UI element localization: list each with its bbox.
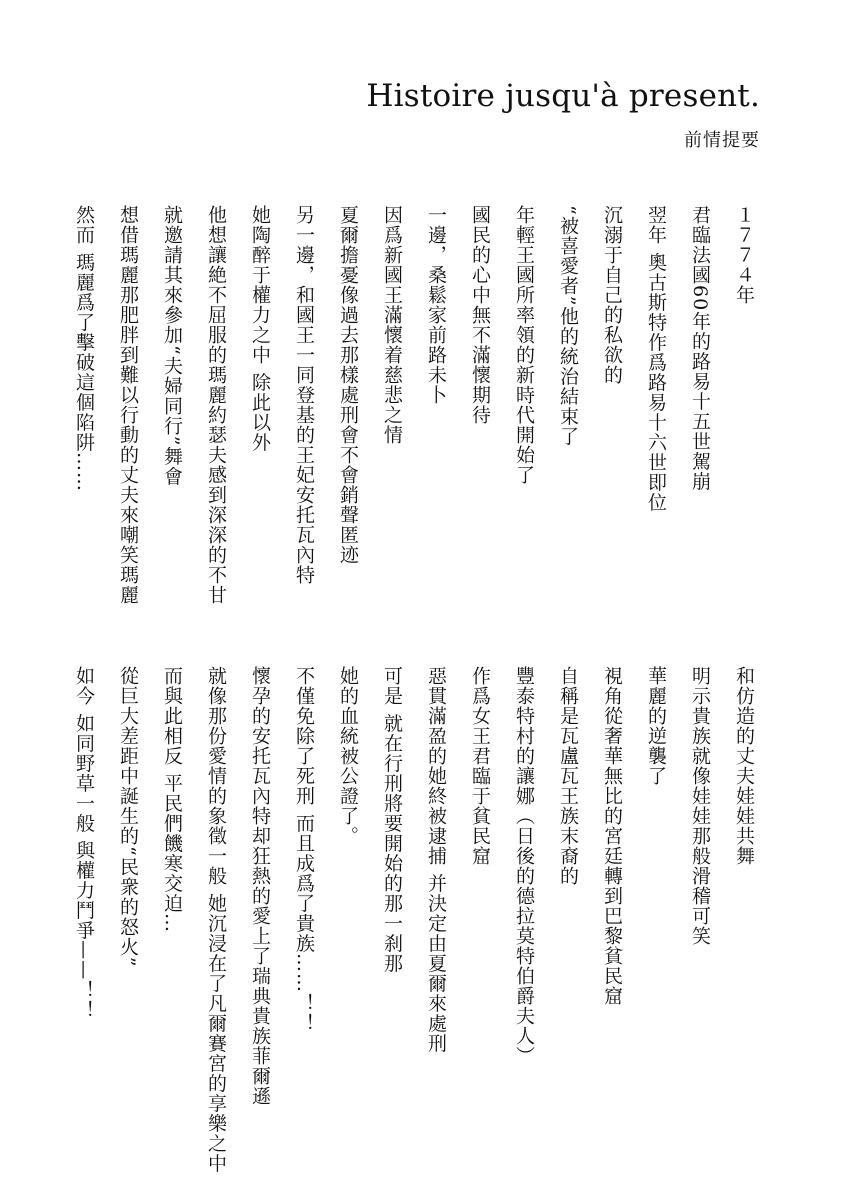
text-line: 他想讓絶不屈服的瑪麗約瑟夫感到深深的不甘	[205, 205, 227, 605]
text-line: 沉溺于自己的私欲的	[601, 205, 623, 385]
text-line: 豐泰特村的讓娜（日後的德拉莫特伯爵夫人）	[513, 666, 535, 1066]
text-line: 如今 如同野草一般 與權力鬥爭——！！	[73, 666, 95, 1021]
text-line: 自稱是瓦盧瓦王族末裔的	[557, 666, 579, 886]
text-line: 惡貫滿盈的她終被逮捕 并決定由夏爾來處刑	[425, 666, 447, 1054]
text-line: “被喜愛者”他的統治結束了	[557, 205, 579, 447]
heading	[366, 78, 760, 152]
summary-block-top	[67, 205, 760, 615]
text-line: 然而 瑪麗爲了擊破這個陷阱……	[73, 205, 95, 493]
text-line: 她陶醉于權力之中 除此以外	[249, 205, 271, 453]
text-line: 另一邊，和國王一同登基的王妃安托瓦內特	[293, 205, 315, 585]
text-line: 明示貴族就像娃娃那般滑稽可笑	[689, 666, 711, 946]
text-line: 懷孕的安托瓦內特却狂熱的愛上了瑞典貴族菲爾遜	[249, 666, 271, 1106]
text-line: 從巨大差距中誕生的“民衆的怒火”	[117, 666, 139, 968]
text-line: 視角從奢華無比的宮廷轉到巴黎貧民窟	[601, 666, 623, 1006]
text-line: 就像那份愛情的象徵一般 她沉浸在了凡爾賽宮的享樂之中	[205, 666, 227, 1174]
text-line: 可是 就在行刑將要開始的那一刹那	[381, 666, 403, 974]
text-line: 國民的心中無不滿懷期待	[469, 205, 491, 425]
text-line: 君臨法國60年的路易十五世駕崩	[689, 205, 711, 492]
text-line: 年輕王國所率領的新時代開始了	[513, 205, 535, 485]
text-line: 想借瑪麗那肥胖到難以行動的丈夫來嘲笑瑪麗	[117, 205, 139, 605]
page-subtitle: 前情提要	[684, 130, 760, 151]
page-title: Histoire jusqu'à present.	[366, 78, 760, 114]
text-line: 不僅免除了死刑 而且成爲了貴族……！！	[293, 666, 315, 1034]
text-line: 翌年 奧古斯特作爲路易十六世即位	[645, 205, 667, 513]
summary-block-bottom	[67, 666, 760, 1186]
text-line: １７７４年	[733, 205, 755, 305]
text-line: 和仿造的丈夫娃娃共舞	[733, 666, 755, 866]
text-line: 作爲女王君臨于貧民窟	[469, 666, 491, 866]
text-line: 一邊，桑鬆家前路未卜	[425, 205, 447, 405]
text-line: 因爲新國王滿懷着慈悲之情	[381, 205, 403, 445]
text-line: 夏爾擔憂像過去那樣處刑會不會銷聲匿迹	[337, 205, 359, 565]
text-line: 而與此相反 平民們饑寒交迫…	[161, 666, 183, 934]
text-line: 華麗的逆襲了	[645, 666, 667, 786]
text-line: 就邀請其來參加“夫婦同行”舞會	[161, 205, 183, 487]
text-line: 她的血統被公證了。	[337, 666, 359, 846]
